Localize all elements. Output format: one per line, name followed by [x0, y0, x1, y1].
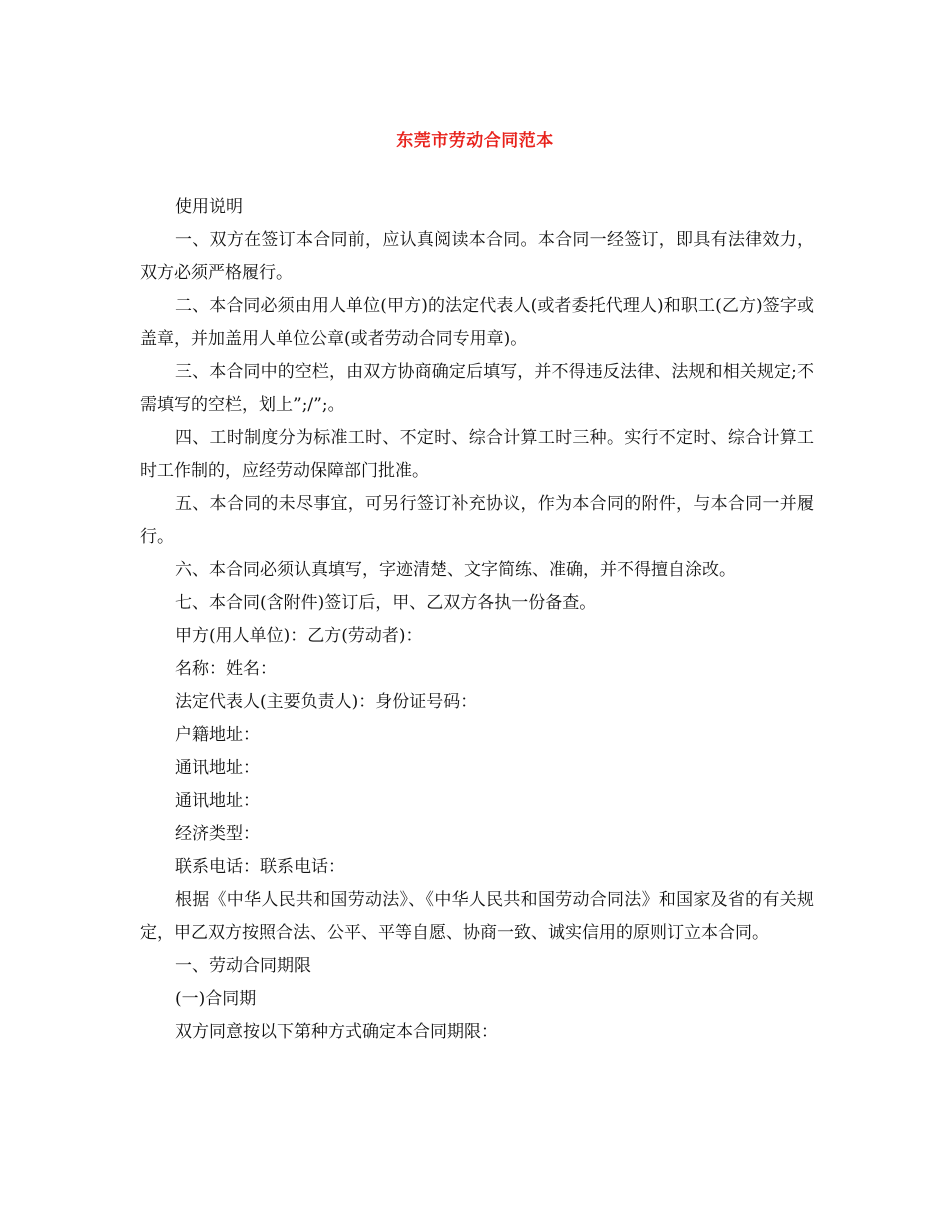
field-mailing-address-1: 通讯地址： [175, 758, 260, 778]
paragraph-note-6: 六、本合同必须认真填写，字迹清楚、文字简练、准确，并不得擅自涂改。 [175, 560, 736, 580]
paragraph-note-1: 一、双方在签订本合同前，应认真阅读本合同。本合同一经签订，即具有法律效力，双方必须严格履行。 [140, 230, 814, 283]
field-phone: 联系电话：联系电话： [175, 857, 345, 877]
paragraph-note-2: 二、本合同必须由用人单位(甲方)的法定代表人(或者委托代理人)和职工(乙方)签字或盖章，并加盖用人单位公章(或者劳动合同专用章)。 [140, 296, 814, 349]
document-title: 东莞市劳动合同范本 [396, 131, 554, 151]
field-household-address: 户籍地址： [175, 725, 260, 745]
paragraph-term-method: 双方同意按以下第种方式确定本合同期限： [175, 1022, 498, 1042]
field-parties: 甲方(用人单位)：乙方(劳动者)： [175, 626, 423, 646]
paragraph-note-3: 三、本合同中的空栏，由双方协商确定后填写，并不得违反法律、法规和相关规定;不需填写的空栏，划上”;/”;。 [140, 362, 814, 415]
paragraph-usage-heading: 使用说明 [175, 197, 243, 217]
subsection-heading-period: (一)合同期 [175, 989, 257, 1009]
document-body [140, 191, 814, 1049]
field-name: 名称：姓名： [175, 659, 277, 679]
field-economic-type: 经济类型： [175, 824, 260, 844]
paragraph-note-5: 五、本合同的未尽事宜，可另行签订补充协议，作为本合同的附件，与本合同一并履行。 [140, 494, 814, 547]
field-legal-representative: 法定代表人(主要负责人)：身份证号码： [175, 692, 478, 712]
paragraph-note-4: 四、工时制度分为标准工时、不定时、综合计算工时三种。实行不定时、综合计算工时工作制的，应经劳动保障部门批准。 [140, 428, 814, 481]
field-mailing-address-2: 通讯地址： [175, 791, 260, 811]
section-heading-term: 一、劳动合同期限 [175, 956, 311, 976]
paragraph-preamble: 根据《中华人民共和国劳动法》、《中华人民共和国劳动合同法》和国家及省的有关规定，甲乙双方按照合法、公平、平等自愿、协商一致、诚实信用的原则订立本合同。 [140, 890, 814, 943]
paragraph-note-7: 七、本合同(含附件)签订后，甲、乙双方各执一份备查。 [175, 593, 597, 613]
